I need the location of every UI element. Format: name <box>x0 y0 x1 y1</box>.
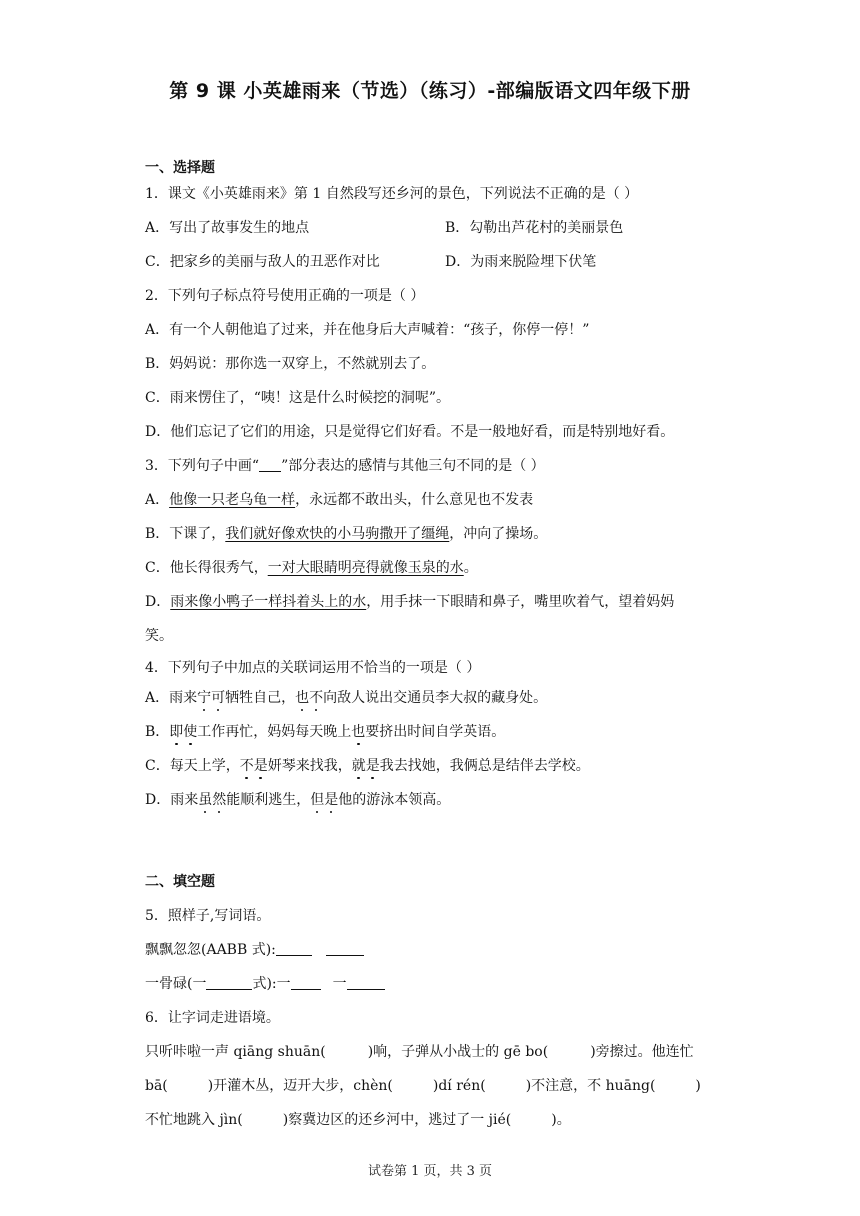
q4-option-d: D．雨来虽然能顺利逃生，但是他的游泳本领高。 <box>145 792 451 808</box>
q3-option-a: A．他像一只老乌龟一样，永远都不敢出头，什么意见也不发表 <box>145 492 534 508</box>
q1-options-row1 <box>145 218 725 238</box>
answer-blank[interactable] <box>206 974 252 990</box>
answer-blank[interactable] <box>276 940 312 956</box>
q4-option-b: B．即使工作再忙，妈妈每天晚上也要挤出时间自学英语。 <box>145 724 506 740</box>
q4-option-a: A．雨来宁可牺牲自己，也不向敌人说出交通员李大叔的藏身处。 <box>145 690 548 706</box>
q1-option-d: D．为雨来脱险埋下伏笔 <box>445 254 597 270</box>
q5-line1: 飘飘忽忽(AABB 式): <box>145 940 364 960</box>
q3-option-d-continued: 笑。 <box>145 628 173 644</box>
q6-line2: bā( )开灌木丛，迈开大步，chèn( )dí rén( )不注意，不 huāng( ) <box>145 1078 701 1094</box>
q3-option-d: D．雨来像小鸭子一样抖着头上的水，用手抹一下眼睛和鼻子，嘴里吹着气，望着妈妈 <box>145 594 675 610</box>
q1-option-a: A．写出了故事发生的地点 <box>145 220 310 236</box>
q6-line1: 只听咔啦一声 qiāng shuān( )响，子弹从小战士的 gē bo( )旁擦过。他连忙 <box>145 1044 694 1060</box>
section-heading-fill: 二、填空题 <box>145 874 215 890</box>
answer-blank[interactable] <box>291 974 321 990</box>
q1-option-b: B．勾勒出芦花村的美丽景色 <box>445 220 624 236</box>
page-title: 第 9 课 小英雄雨来（节选）（练习）-部编版语文四年级下册 <box>169 80 691 102</box>
q1-option-c: C．把家乡的美丽与敌人的丑恶作对比 <box>145 254 380 270</box>
q2-option-d: D．他们忘记了它们的用途，只是觉得它们好看。不是一般地好看，而是特别地好看。 <box>145 424 675 440</box>
q4-stem: 4．下列句子中加点的关联词运用不恰当的一项是（ ） <box>145 660 481 676</box>
q4-option-c: C．每天上学，不是妍琴来找我，就是我去找她，我俩总是结伴去学校。 <box>145 758 590 774</box>
answer-blank[interactable] <box>347 974 385 990</box>
q2-stem: 2．下列句子标点符号使用正确的一项是（ ） <box>145 288 425 304</box>
q5-line2: 一骨碌(一 式):一 一 <box>145 974 385 994</box>
q1-stem: 1．课文《小英雄雨来》第 1 自然段写还乡河的景色，下列说法不正确的是（ ） <box>145 186 639 202</box>
q2-option-b: B．妈妈说：那你选一双穿上，不然就别去了。 <box>145 356 436 372</box>
q2-option-a: A．有一个人朝他追了过来，并在他身后大声喊着：“孩子，你停一停！” <box>145 322 590 338</box>
q1-options-row2 <box>145 252 725 272</box>
underline-sample <box>259 456 281 472</box>
q5-stem: 5．照样子,写词语。 <box>145 908 271 924</box>
section-heading-choice: 一、选择题 <box>145 160 215 176</box>
q3-option-b: B．下课了，我们就好像欢快的小马驹撒开了缰绳，冲向了操场。 <box>145 526 548 542</box>
page-footer: 试卷第 1 页，共 3 页 <box>367 1164 493 1179</box>
q2-option-c: C．雨来愣住了，“咦！这是什么时候挖的洞呢”。 <box>145 390 451 406</box>
answer-blank[interactable] <box>326 940 364 956</box>
q3-stem: 3．下列句子中画“ ”部分表达的感情与其他三句不同的是（ ） <box>145 458 545 474</box>
q6-stem: 6．让字词走进语境。 <box>145 1010 280 1026</box>
q3-option-c: C．他长得很秀气，一对大眼睛明亮得就像玉泉的水。 <box>145 560 478 576</box>
q6-line3: 不忙地跳入 jìn( )察冀边区的还乡河中，逃过了一 jié( )。 <box>145 1112 571 1128</box>
